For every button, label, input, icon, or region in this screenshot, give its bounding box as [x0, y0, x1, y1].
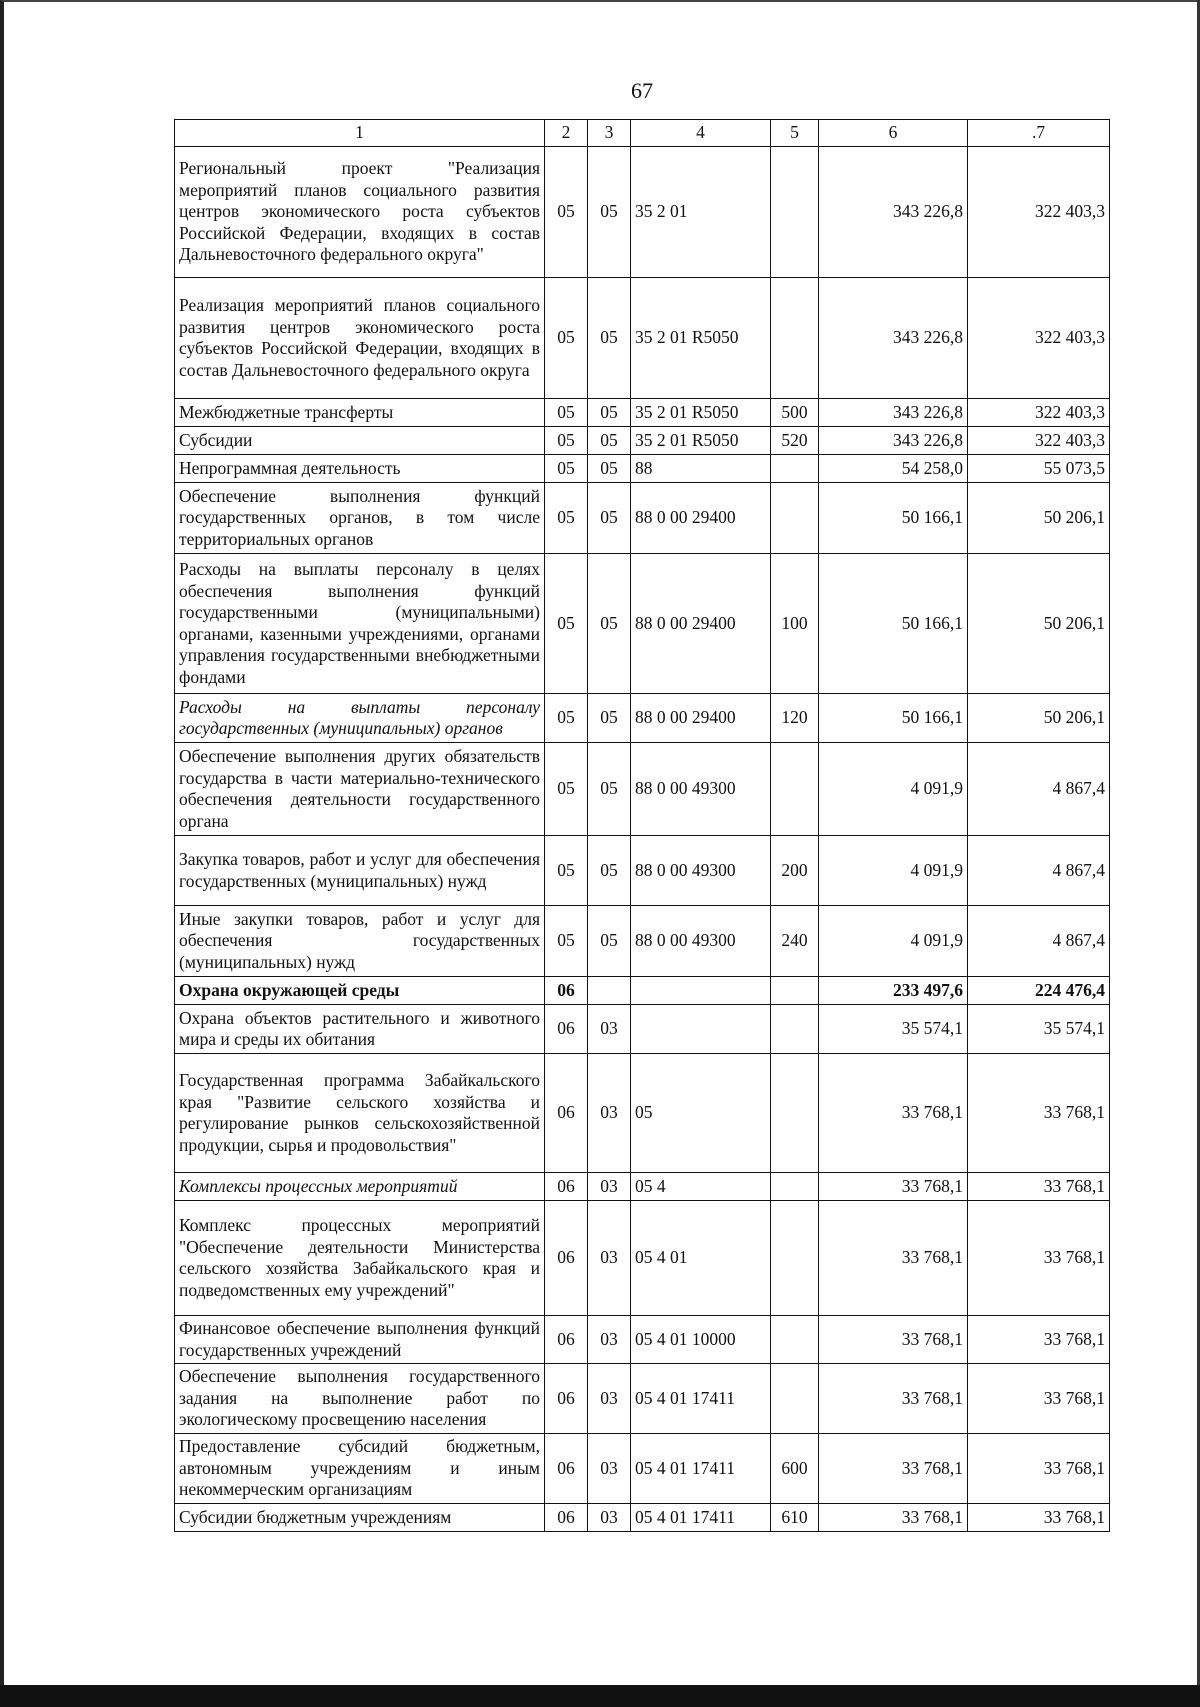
row-expense-type-cell	[771, 1316, 819, 1364]
table-row	[175, 483, 1110, 554]
row-subsection-cell: 05	[588, 399, 631, 427]
row-target-code-cell: 05 4 01 17411	[631, 1364, 771, 1434]
row-amount-year1-cell: 50 166,1	[819, 694, 968, 743]
row-amount-year2-cell: 50 206,1	[968, 554, 1110, 694]
row-subsection-cell: 05	[588, 455, 631, 483]
row-subsection-cell: 05	[588, 836, 631, 906]
row-name-cell: Реализация мероприятий планов социального развития центров экономического роста субъектов Российской Федерации, входящих в состав Дальневосточного федерального округа	[175, 278, 545, 399]
row-section-cell: 06	[545, 1054, 588, 1173]
row-subsection-cell: 03	[588, 1316, 631, 1364]
row-amount-year2-cell: 33 768,1	[968, 1434, 1110, 1504]
row-expense-type-cell	[771, 1005, 819, 1054]
row-subsection-cell: 03	[588, 1201, 631, 1316]
row-target-code-cell: 88 0 00 29400	[631, 554, 771, 694]
row-name-cell: Региональный проект "Реализация мероприятий планов социального развития центров экономического роста субъектов Российской Федерации, входящих в состав Дальневосточного федерального округа"	[175, 147, 545, 278]
row-expense-type-cell	[771, 743, 819, 836]
row-amount-year2-cell: 322 403,3	[968, 278, 1110, 399]
row-section-cell: 05	[545, 554, 588, 694]
row-name-cell: Расходы на выплаты персоналу в целях обеспечения выполнения функций государственными (муниципальными) органами, казенными учреждениями, органами управления государственными внебюджетными фондами	[175, 554, 545, 694]
row-expense-type-cell: 610	[771, 1504, 819, 1532]
row-name-cell: Обеспечение выполнения функций государственных органов, в том числе территориальных органов	[175, 483, 545, 554]
header-row	[175, 120, 1110, 147]
row-subsection-cell: 05	[588, 427, 631, 455]
row-name-cell: Обеспечение выполнения государственного задания на выполнение работ по экологическому просвещению населения	[175, 1364, 545, 1434]
row-target-code-cell: 05 4 01	[631, 1201, 771, 1316]
row-name-cell: Комплекс процессных мероприятий "Обеспечение деятельности Министерства сельского хозяйства Забайкальского края и подведомственных ему учреждений"	[175, 1201, 545, 1316]
row-amount-year2-cell: 322 403,3	[968, 427, 1110, 455]
table-row	[175, 906, 1110, 977]
table-row	[175, 554, 1110, 694]
row-amount-year1-cell: 343 226,8	[819, 147, 968, 278]
row-target-code-cell: 88 0 00 49300	[631, 743, 771, 836]
row-expense-type-cell: 240	[771, 906, 819, 977]
table-row	[175, 1005, 1110, 1054]
row-subsection-cell: 05	[588, 743, 631, 836]
row-target-code-cell: 88 0 00 49300	[631, 836, 771, 906]
scan-bottom-bar	[0, 1685, 1200, 1707]
table-row	[175, 427, 1110, 455]
row-target-code-cell: 05 4 01 17411	[631, 1434, 771, 1504]
row-section-cell: 06	[545, 1434, 588, 1504]
row-section-cell: 05	[545, 483, 588, 554]
table-row	[175, 1504, 1110, 1532]
row-target-code-cell: 35 2 01	[631, 147, 771, 278]
row-section-cell: 05	[545, 906, 588, 977]
row-subsection-cell	[588, 977, 631, 1005]
row-amount-year1-cell: 343 226,8	[819, 278, 968, 399]
row-name-cell: Закупка товаров, работ и услуг для обеспечения государственных (муниципальных) нужд	[175, 836, 545, 906]
row-target-code-cell: 35 2 01 R5050	[631, 427, 771, 455]
row-section-cell: 05	[545, 278, 588, 399]
header-col-7: .7	[968, 120, 1110, 147]
header-col-4: 4	[631, 120, 771, 147]
row-amount-year2-cell: 322 403,3	[968, 399, 1110, 427]
row-subsection-cell: 03	[588, 1504, 631, 1532]
header-col-3: 3	[588, 120, 631, 147]
row-amount-year1-cell: 4 091,9	[819, 906, 968, 977]
row-name-cell: Государственная программа Забайкальского края "Развитие сельского хозяйства и регулирование рынков сельскохозяйственной продукции, сырья и продовольствия"	[175, 1054, 545, 1173]
row-amount-year2-cell: 55 073,5	[968, 455, 1110, 483]
row-target-code-cell: 05 4 01 10000	[631, 1316, 771, 1364]
row-section-cell: 06	[545, 1316, 588, 1364]
row-expense-type-cell	[771, 455, 819, 483]
row-section-cell: 05	[545, 399, 588, 427]
row-subsection-cell: 03	[588, 1054, 631, 1173]
row-target-code-cell: 05 4 01 17411	[631, 1504, 771, 1532]
row-subsection-cell: 05	[588, 278, 631, 399]
row-section-cell: 06	[545, 1173, 588, 1201]
row-subsection-cell: 03	[588, 1173, 631, 1201]
row-subsection-cell: 03	[588, 1434, 631, 1504]
row-target-code-cell	[631, 977, 771, 1005]
row-name-cell: Непрограммная деятельность	[175, 455, 545, 483]
row-section-cell: 06	[545, 977, 588, 1005]
row-amount-year2-cell: 322 403,3	[968, 147, 1110, 278]
row-section-cell: 06	[545, 1504, 588, 1532]
row-amount-year2-cell: 35 574,1	[968, 1005, 1110, 1054]
page-number: 67	[631, 78, 653, 103]
table-row	[175, 1201, 1110, 1316]
row-amount-year1-cell: 33 768,1	[819, 1364, 968, 1434]
row-subsection-cell: 05	[588, 694, 631, 743]
row-expense-type-cell	[771, 147, 819, 278]
row-amount-year1-cell: 4 091,9	[819, 836, 968, 906]
row-amount-year2-cell: 33 768,1	[968, 1364, 1110, 1434]
row-target-code-cell: 05	[631, 1054, 771, 1173]
row-amount-year2-cell: 33 768,1	[968, 1173, 1110, 1201]
row-amount-year1-cell: 4 091,9	[819, 743, 968, 836]
row-expense-type-cell	[771, 1173, 819, 1201]
header-col-2: 2	[545, 120, 588, 147]
row-expense-type-cell	[771, 1201, 819, 1316]
row-amount-year2-cell: 50 206,1	[968, 483, 1110, 554]
table-row	[175, 836, 1110, 906]
row-amount-year1-cell: 35 574,1	[819, 1005, 968, 1054]
table-body	[175, 147, 1110, 1532]
row-amount-year2-cell: 33 768,1	[968, 1054, 1110, 1173]
row-subsection-cell: 05	[588, 554, 631, 694]
row-amount-year1-cell: 33 768,1	[819, 1173, 968, 1201]
row-amount-year1-cell: 343 226,8	[819, 399, 968, 427]
row-expense-type-cell	[771, 977, 819, 1005]
row-target-code-cell	[631, 1005, 771, 1054]
header-col-1: 1	[175, 120, 545, 147]
row-name-cell: Охрана объектов растительного и животного мира и среды их обитания	[175, 1005, 545, 1054]
table-row	[175, 147, 1110, 278]
row-expense-type-cell	[771, 483, 819, 554]
row-expense-type-cell: 520	[771, 427, 819, 455]
row-expense-type-cell	[771, 1364, 819, 1434]
row-amount-year1-cell: 50 166,1	[819, 554, 968, 694]
table-row	[175, 694, 1110, 743]
row-amount-year2-cell: 4 867,4	[968, 743, 1110, 836]
table-row	[175, 1364, 1110, 1434]
row-subsection-cell: 05	[588, 483, 631, 554]
row-section-cell: 05	[545, 147, 588, 278]
row-amount-year2-cell: 224 476,4	[968, 977, 1110, 1005]
row-target-code-cell: 05 4	[631, 1173, 771, 1201]
row-amount-year2-cell: 4 867,4	[968, 906, 1110, 977]
row-amount-year2-cell: 50 206,1	[968, 694, 1110, 743]
row-amount-year1-cell: 33 768,1	[819, 1201, 968, 1316]
row-name-cell: Предоставление субсидий бюджетным, автономным учреждениям и иным некоммерческим организациям	[175, 1434, 545, 1504]
row-section-cell: 05	[545, 455, 588, 483]
row-section-cell: 06	[545, 1201, 588, 1316]
row-subsection-cell: 03	[588, 1005, 631, 1054]
row-amount-year2-cell: 33 768,1	[968, 1201, 1110, 1316]
table-row	[175, 278, 1110, 399]
row-amount-year2-cell: 33 768,1	[968, 1504, 1110, 1532]
row-subsection-cell: 05	[588, 906, 631, 977]
row-expense-type-cell: 200	[771, 836, 819, 906]
table-row	[175, 1054, 1110, 1173]
row-expense-type-cell: 500	[771, 399, 819, 427]
row-section-cell: 06	[545, 1364, 588, 1434]
table-row	[175, 1173, 1110, 1201]
row-expense-type-cell	[771, 278, 819, 399]
row-amount-year2-cell: 4 867,4	[968, 836, 1110, 906]
row-amount-year1-cell: 50 166,1	[819, 483, 968, 554]
row-name-cell: Финансовое обеспечение выполнения функций государственных учреждений	[175, 1316, 545, 1364]
row-amount-year1-cell: 33 768,1	[819, 1054, 968, 1173]
row-amount-year1-cell: 54 258,0	[819, 455, 968, 483]
row-expense-type-cell	[771, 1054, 819, 1173]
row-name-cell: Расходы на выплаты персоналу государственных (муниципальных) органов	[175, 694, 545, 743]
row-subsection-cell: 05	[588, 147, 631, 278]
row-amount-year1-cell: 343 226,8	[819, 427, 968, 455]
row-name-cell: Межбюджетные трансферты	[175, 399, 545, 427]
row-section-cell: 05	[545, 694, 588, 743]
row-name-cell: Субсидии бюджетным учреждениям	[175, 1504, 545, 1532]
row-amount-year1-cell: 33 768,1	[819, 1504, 968, 1532]
row-target-code-cell: 88 0 00 49300	[631, 906, 771, 977]
header-col-5: 5	[771, 120, 819, 147]
row-target-code-cell: 35 2 01 R5050	[631, 399, 771, 427]
row-name-cell: Охрана окружающей среды	[175, 977, 545, 1005]
table-row	[175, 1434, 1110, 1504]
header-col-6: 6	[819, 120, 968, 147]
row-amount-year1-cell: 33 768,1	[819, 1316, 968, 1364]
row-section-cell: 05	[545, 836, 588, 906]
row-expense-type-cell: 120	[771, 694, 819, 743]
row-name-cell: Обеспечение выполнения других обязательств государства в части материально-технического обеспечения деятельности государственного органа	[175, 743, 545, 836]
row-target-code-cell: 35 2 01 R5050	[631, 278, 771, 399]
row-target-code-cell: 88 0 00 29400	[631, 694, 771, 743]
table-row	[175, 977, 1110, 1005]
row-target-code-cell: 88	[631, 455, 771, 483]
row-amount-year1-cell: 33 768,1	[819, 1434, 968, 1504]
row-name-cell: Иные закупки товаров, работ и услуг для обеспечения государственных (муниципальных) нужд	[175, 906, 545, 977]
row-amount-year2-cell: 33 768,1	[968, 1316, 1110, 1364]
row-section-cell: 05	[545, 427, 588, 455]
row-name-cell: Субсидии	[175, 427, 545, 455]
row-subsection-cell: 03	[588, 1364, 631, 1434]
row-target-code-cell: 88 0 00 29400	[631, 483, 771, 554]
row-name-cell: Комплексы процессных мероприятий	[175, 1173, 545, 1201]
row-section-cell: 05	[545, 743, 588, 836]
row-expense-type-cell: 600	[771, 1434, 819, 1504]
budget-table	[174, 119, 1110, 1532]
row-expense-type-cell: 100	[771, 554, 819, 694]
table-row	[175, 743, 1110, 836]
row-amount-year1-cell: 233 497,6	[819, 977, 968, 1005]
table-row	[175, 1316, 1110, 1364]
table-row	[175, 399, 1110, 427]
row-section-cell: 06	[545, 1005, 588, 1054]
table-row	[175, 455, 1110, 483]
